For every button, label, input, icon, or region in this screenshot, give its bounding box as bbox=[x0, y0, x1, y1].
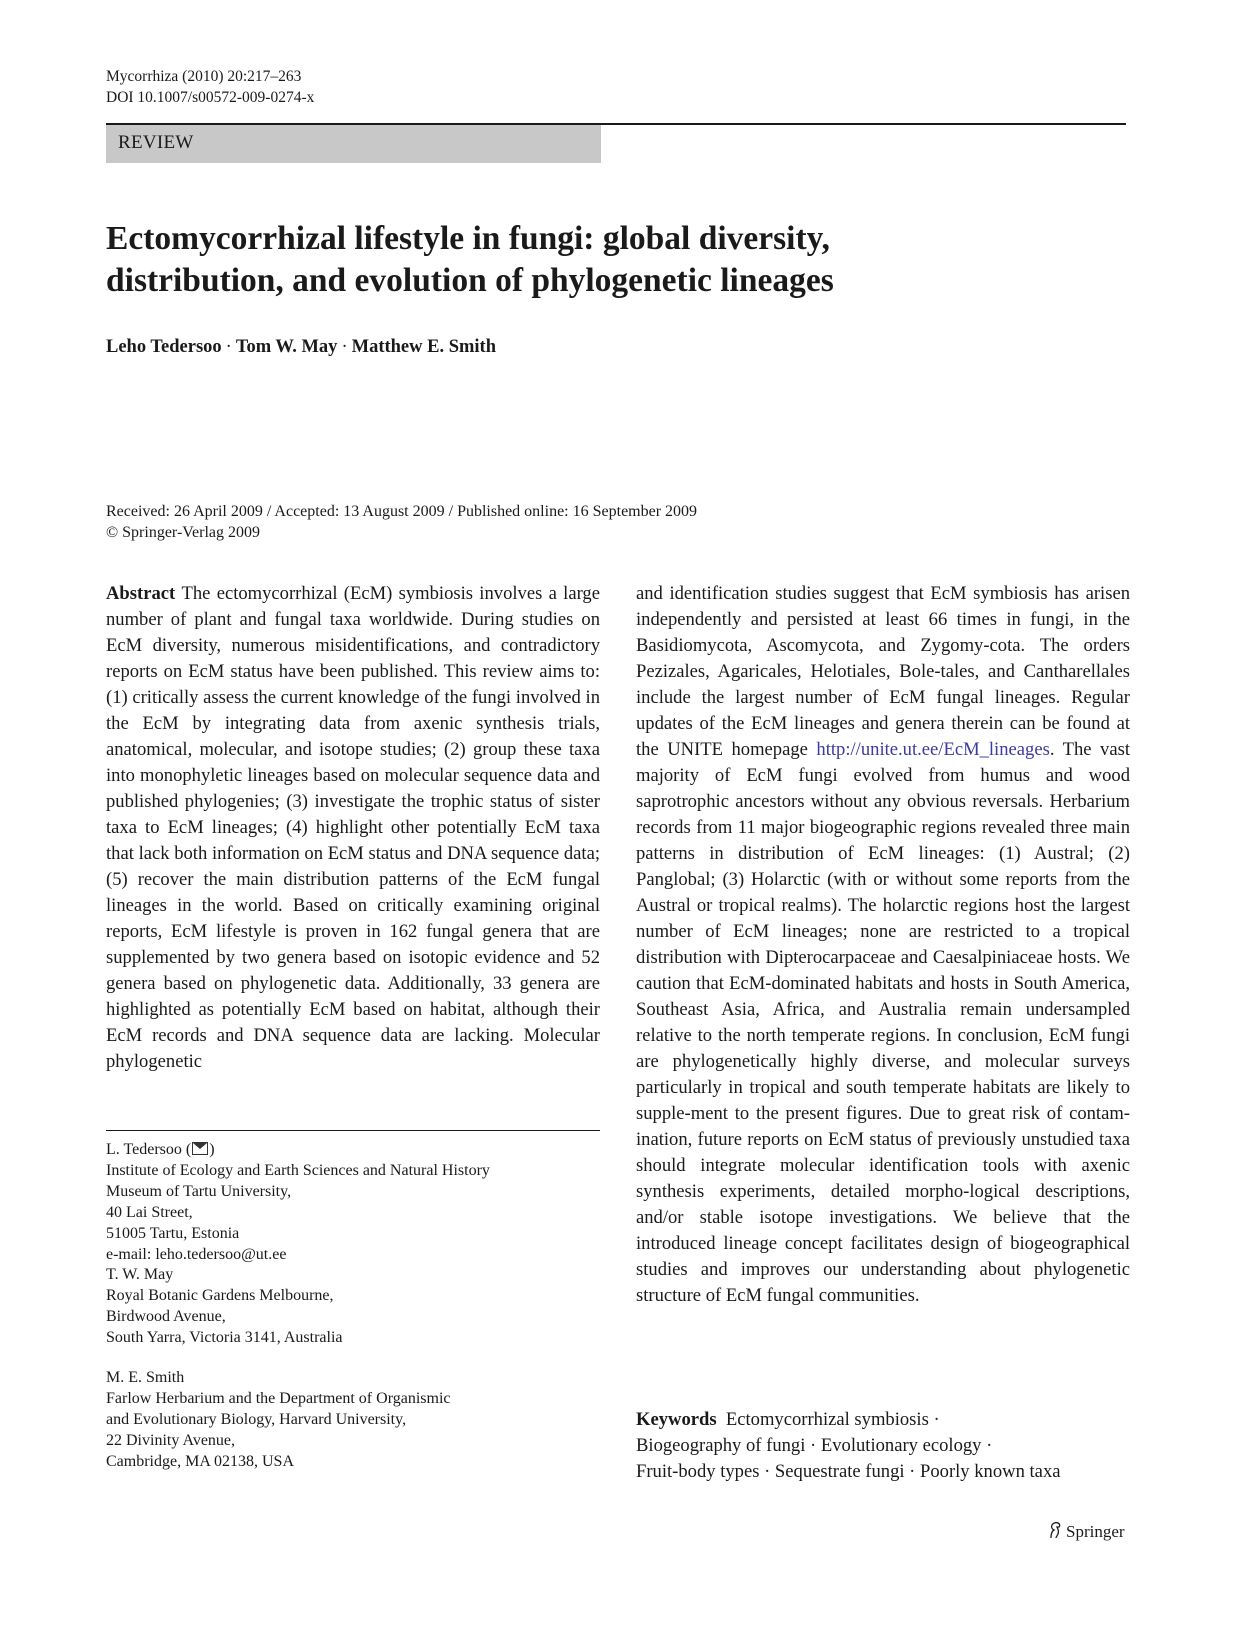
affiliation-line: 51005 Tartu, Estonia bbox=[106, 1225, 240, 1242]
springer-horse-icon bbox=[1048, 1522, 1062, 1539]
section-label: REVIEW bbox=[118, 132, 194, 153]
abstract-right-column bbox=[636, 581, 1130, 1309]
keywords-heading: Keywords bbox=[636, 1409, 717, 1430]
affiliation-name: M. E. Smith bbox=[106, 1369, 185, 1386]
abstract-left-column bbox=[106, 581, 600, 1075]
abstract-text-right-1: and identification studies suggest that EcM symbiosis has arisen independently and persisted at least 66 times in fungi, in the Basidiomycota, Ascomycota, and Zygomy-cota. The orders Pezizales, Agaricales, Helotiales, Bole-tales, and Cantharellales include the largest number of EcM fungal lineages. Regular updates of the EcM lineages and genera therein can be found at the UNITE homepage bbox=[636, 583, 1130, 760]
affiliation-line: and Evolutionary Biology, Harvard University, bbox=[106, 1411, 407, 1428]
affiliation-email: e-mail: leho.tedersoo@ut.ee bbox=[106, 1246, 287, 1263]
copyright-line: © Springer-Verlag 2009 bbox=[106, 524, 261, 541]
affiliation-line: Royal Botanic Gardens Melbourne, bbox=[106, 1287, 334, 1304]
doi-line: DOI 10.1007/s00572-009-0274-x bbox=[106, 89, 315, 106]
envelope-icon bbox=[192, 1142, 208, 1155]
affiliation-line: Farlow Herbarium and the Department of Organismic bbox=[106, 1390, 451, 1407]
keywords-block bbox=[636, 1407, 1130, 1485]
author-name: Matthew E. Smith bbox=[351, 337, 497, 357]
keywords-line: Biogeography of fungi · Evolutionary ecology · bbox=[636, 1435, 993, 1456]
unite-lineages-link[interactable]: http://unite.ut.ee/EcM_lineages bbox=[816, 739, 1050, 760]
affiliation-name: T. W. May bbox=[106, 1266, 174, 1283]
title-line-2: distribution, and evolution of phylogenetic lineages bbox=[106, 262, 834, 299]
author-name: Leho Tedersoo bbox=[106, 337, 222, 357]
affiliation-line: Institute of Ecology and Earth Sciences and Natural History bbox=[106, 1162, 490, 1179]
affiliation-name: L. Tedersoo ( bbox=[106, 1141, 192, 1158]
affiliation-line: Cambridge, MA 02138, USA bbox=[106, 1453, 294, 1470]
title-line-1: Ectomycorrhizal lifestyle in fungi: global diversity, bbox=[106, 220, 830, 257]
article-title bbox=[106, 218, 1066, 302]
author-name: Tom W. May bbox=[235, 337, 338, 357]
abstract-text-right-2: . The vast majority of EcM fungi evolved from humus and wood saprotrophic ancestors without any obvious reversals. Herbarium records from 11 major biogeographic regions revealed three main patterns in distribution of EcM lineages: (1) Austral; (2) Panglobal; (3) Holarctic (with or without some reports from the Austral or tropical realms). The holarctic regions host the largest number of EcM lineages; none are restricted to a tropical distribution with Dipterocarpaceae and Caesalpiniaceae hosts. We caution that EcM-dominated habitats and hosts in South America, Southeast Asia, Africa, and Australia remain undersampled relative to the north temperate regions. In conclusion, EcM fungi are phylogenetically highly diverse, and molecular surveys particularly in tropical and south temperate habitats are likely to supple-ment to the present figures. Due to great risk of contam-ination, future reports on EcM status of previously unstudied taxa should integrate molecular identification tools with axenic synthesis experiments, detailed morpho-logical descriptions, and/or stable isotope investigations. We believe that the introduced lineage concept facilitates design of biogeographical studies and improves our understanding about phylogenetic structure of EcM fungal communities. bbox=[636, 739, 1131, 1306]
springer-logo bbox=[1048, 1521, 1125, 1543]
separator: · bbox=[225, 337, 232, 357]
affiliation-line: Birdwood Avenue, bbox=[106, 1308, 226, 1325]
affiliation-may bbox=[106, 1264, 343, 1348]
affiliation-line: 22 Divinity Avenue, bbox=[106, 1432, 236, 1449]
affiliation-tedersoo: L. Tedersoo ( ) Institute of Ecology and Earth Sciences and Natural History Museum of Tartu University, 40 Lai Street, 51005 Tartu, Estonia e-mail: leho.tedersoo@ut.ee bbox=[106, 1141, 490, 1263]
separator: · bbox=[341, 337, 348, 357]
abstract-heading: Abstract bbox=[106, 583, 176, 604]
abstract-text-left: The ectomycorrhizal (EcM) symbiosis involves a large number of plant and fungal taxa worldwide. During studies on EcM diversity, numerous misidentifications, and contradictory reports on EcM status have been published. This review aims to: (1) critically assess the current knowledge of the fungi involved in the EcM by integrating data from axenic synthesis trials, anatomical, molecular, and isotope studies; (2) group these taxa into monophyletic lineages based on molecular sequence data and published phylogenies; (3) investigate the trophic status of sister taxa to EcM lineages; (4) highlight other potentially EcM taxa that lack both information on EcM status and DNA sequence data; (5) recover the main distribution patterns of the EcM fungal lineages in the world. Based on critically examining original reports, EcM lifestyle is proven in 162 fungal genera that are supplemented by two genera based on isotopic evidence and 52 genera based on phylogenetic data. Additionally, 33 genera are highlighted as potentially EcM based on habitat, although their EcM records and DNA sequence data are lacking. Molecular phylogenetic bbox=[106, 583, 600, 1072]
affiliation-line: South Yarra, Victoria 3141, Australia bbox=[106, 1329, 343, 1346]
author-list bbox=[106, 335, 496, 359]
publication-dates bbox=[106, 501, 697, 543]
affiliation-line: 40 Lai Street, bbox=[106, 1204, 193, 1221]
affiliation-rule bbox=[106, 1130, 600, 1131]
affiliation-smith bbox=[106, 1367, 451, 1472]
journal-line: Mycorrhiza (2010) 20:217–263 bbox=[106, 68, 302, 85]
dates-line: Received: 26 April 2009 / Accepted: 13 August 2009 / Published online: 16 September 2009 bbox=[106, 503, 698, 520]
publisher-name: Springer bbox=[1066, 1522, 1125, 1541]
keywords-line: Ectomycorrhizal symbiosis · bbox=[725, 1409, 940, 1430]
journal-citation bbox=[106, 66, 314, 108]
keywords-line: Fruit-body types · Sequestrate fungi · Poorly known taxa bbox=[636, 1461, 1061, 1482]
affiliation-line: Museum of Tartu University, bbox=[106, 1183, 292, 1200]
